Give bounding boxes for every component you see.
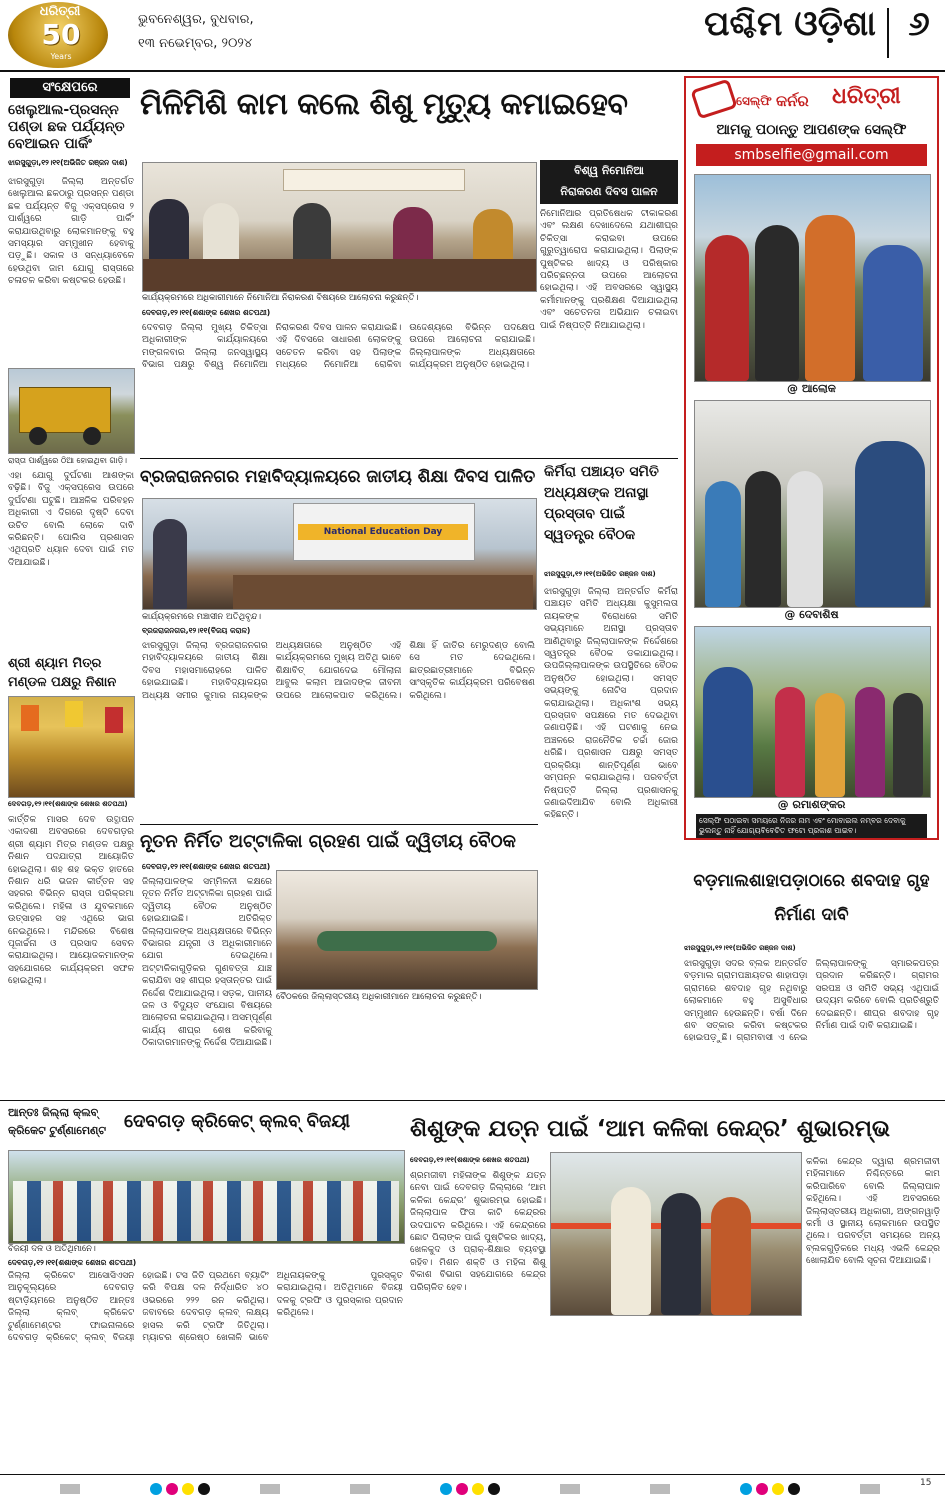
story3-body: ଝାରସୁଗୁଡ଼ା ଜିଲ୍ଲା ଅନ୍ତର୍ଗତ କିର୍ମିରା ପଞ୍ଚାୟତ ସମିତି ଅଧ୍ୟକ୍ଷା କୁସୁମଲତା ନାୟକଙ୍କ ବିରୋଧରେ ସମିତି ସଭ୍ୟମାନେ ଅନାସ୍ଥା ପ୍ରସ୍ତାବ ଆଣିଥିବାରୁ ଜିଲ୍ଲାପାଳଙ୍କ ନିର୍ଦ୍ଦେଶରେ ସ୍ୱତନ୍ତ୍ର ବୈଠକ ଡକାଯାଇଥିଲା। ଉପଜିଲ୍ଲାପାଳଙ୍କ ଉପସ୍ଥିତିରେ ବୈଠକ ଅନୁଷ୍ଠିତ ହୋଇଥିଲା। ସମସ୍ତ ସଭ୍ୟଙ୍କୁ ନୋଟିସ ପ୍ରଦାନ କରାଯାଇଥିଲା। ଅଧିକାଂଶ ସଭ୍ୟ ପ୍ରସ୍ତାବ ସପକ୍ଷରେ ମତ ଦେଇଥିବା ଜଣାପଡ଼ିଛି। ଏହି ଘଟଣାକୁ ନେଇ ଅଞ୍ଚଳରେ ରାଜନୈତିକ ଚର୍ଚ୍ଚା ଜୋର ଧରିଛି। ପ୍ରଶାସନ ପକ୍ଷରୁ ସମସ୍ତ ପ୍ରକ୍ରିୟା ଶାନ୍ତିପୂର୍ଣ୍ଣ ଭାବେ ସମ୍ପନ୍ନ କରାଯାଇଥିଲା। ପରବର୍ତ୍ତୀ ନିଷ୍ପତ୍ତି ଜିଲ୍ଲା ପ୍ରଶାସନକୁ ଜଣାଇଦିଆଯିବ ବୋଲି ଅଧିକାରୀ କହିଛନ୍ତି।	[544, 587, 678, 821]
page-index: 15	[920, 1478, 932, 1488]
story8-body-2: କଳିକା କେନ୍ଦ୍ର ଦ୍ୱାରା ଶ୍ରମଜୀବୀ ମହିଳାମାନେ ନିଶ୍ଚିନ୍ତରେ କାମ କରିପାରିବେ ବୋଲି ଜିଲ୍ଲାପାଳ କହିଥିଲେ। ଏହି ଅବସରରେ ଜିଲ୍ଲାସ୍ତରୀୟ ଅଧିକାରୀ, ଅଙ୍ଗନୱାଡ଼ି କର୍ମୀ ଓ ସ୍ଥାନୀୟ ଲୋକମାନେ ଉପସ୍ଥିତ ଥିଲେ। ପରବର୍ତ୍ତୀ ସମୟରେ ଅନ୍ୟ ବ୍ଲକଗୁଡ଼ିକରେ ମଧ୍ୟ ଏଭଳି କେନ୍ଦ୍ର ଖୋଲାଯିବ ବୋଲି ସୂଚନା ଦିଆଯାଇଛି।	[806, 1157, 940, 1267]
story6-body: ଝାରସୁଗୁଡ଼ା ସଦର ବ୍ଲକ ଅନ୍ତର୍ଗତ ବଡ଼ମାଲ ଗ୍ରାମପଞ୍ଚାୟତର ଶାହାପଡ଼ା ଗ୍ରାମରେ ଶବଦାହ ଗୃହ ନଥିବାରୁ ଲୋକମାନେ ବହୁ ଅସୁବିଧାର ସମ୍ମୁଖୀନ ହେଉଛନ୍ତି। ବର୍ଷା ଦିନେ ଶବ ସତ୍କାର କରିବା କଷ୍ଟକର ହୋଇପଡ଼ୁଛି। ଗ୍ରାମବାସୀ ଏ ନେଇ ଜିଲ୍ଲାପାଳଙ୍କୁ ସ୍ମାରକପତ୍ର ପ୍ରଦାନ କରିଛନ୍ତି। ଗ୍ରାମର ସରପଞ୍ଚ ଓ ସମିତି ସଭ୍ୟ ଏଥିପାଇଁ ଉଦ୍ୟମ କରିବେ ବୋଲି ପ୍ରତିଶ୍ରୁତି ଦେଇଛନ୍ତି। ଶୀଘ୍ର ଶବଦାହ ଗୃହ ନିର୍ମାଣ ପାଇଁ ଦାବି କରାଯାଇଛି।	[684, 959, 939, 1044]
truck-wheel	[29, 427, 47, 445]
lead-body: ଦେବଗଡ଼ ଜିଲ୍ଲା ମୁଖ୍ୟ ଚିକିତ୍ସା ଅଧିକାରୀଙ୍କ କାର୍ଯ୍ୟାଳୟରେ ମଙ୍ଗଳବାର ଜିଲ୍ଲା ଜନସ୍ୱାସ୍ଥ୍ୟ ବିଭାଗ ପକ୍ଷରୁ ବିଶ୍ୱ ନିମୋନିଆ ନିରାକରଣ ଦିବସ ପାଳନ କରାଯାଇଛି। ଏହି ଦିବସରେ ସାଧାରଣ ଲୋକଙ୍କୁ ସଚେତନ କରିବା ସହ ପିଲାଙ୍କ ମଧ୍ୟରେ ନିମୋନିଆ ରୋକିବା ଉଦ୍ଦେଶ୍ୟରେ ବିଭିନ୍ନ ପଦକ୍ଷେପ ଉପରେ ଆଲୋଚନା କରାଯାଇଛି। ଜିଲ୍ଲାପାଳଙ୍କ ଅଧ୍ୟକ୍ଷତାରେ କାର୍ଯ୍ୟକ୍ରମ ଅନୁଷ୍ଠିତ ହୋଇଥିଲା।	[142, 323, 535, 371]
story4-photo	[8, 696, 135, 798]
person-shape	[293, 203, 331, 267]
phone-icon	[690, 79, 737, 120]
story3-headline: କିର୍ମିରା ପଞ୍ଚାୟତ ସମିତି ଅଧ୍ୟକ୍ଷଙ୍କ ଅନାସ୍ଥା ପ୍ରସ୍ତାବ ପାଇଁ ସ୍ୱତନ୍ତ୍ର ବୈଠକ	[544, 464, 659, 543]
cyan-mark	[150, 1483, 162, 1495]
story2-photo-caption: କାର୍ଯ୍ୟକ୍ରମରେ ମଞ୍ଚାସୀନ ଅତିଥିବୃନ୍ଦ।	[142, 612, 262, 622]
person-shape	[153, 519, 187, 609]
cyan-mark	[740, 1483, 752, 1495]
person-shape	[611, 1187, 651, 1315]
person-shape	[855, 441, 925, 607]
brief-headline: ଖେଲୁଆଲ-ପ୍ରସନ୍ନ ପଣ୍ଡା ଛକ ପର୍ଯ୍ୟନ୍ତ ବେଆଇନ ପାର୍କିଂ	[8, 102, 125, 152]
person-shape	[815, 693, 845, 797]
selfie-photo-1	[694, 174, 931, 382]
magenta-mark	[456, 1483, 468, 1495]
story8-photo	[550, 1152, 802, 1316]
person-shape	[203, 203, 239, 267]
flag-shape	[105, 707, 123, 733]
person-shape	[755, 225, 799, 381]
story7-photo	[8, 1150, 405, 1244]
story5-photo-caption: ବୈଠକରେ ଜିଲ୍ଲାସ୍ତରୀୟ ଅଧିକାରୀମାନେ ଆଲୋଚନା କରୁଛନ୍ତି।	[276, 992, 482, 1002]
story8-body-3	[550, 1318, 802, 1470]
brief-body: ଝାରସୁଗୁଡ଼ା ଜିଲ୍ଲା ଅନ୍ତର୍ଗତ ଖେଲୁଆଲ ଛକଠାରୁ ପ୍ରସନ୍ନ ପଣ୍ଡା ଛକ ପର୍ଯ୍ୟନ୍ତ ବିଜୁ ଏକ୍ସପ୍ରେସ ୨ ପାର୍ଶ୍ୱରେ ଗାଡ଼ି ପାର୍କିଂ କରାଯାଉଥିବାରୁ ଲୋକମାନଙ୍କୁ ବହୁ ସମସ୍ୟାର ସମ୍ମୁଖୀନ ହେବାକୁ ପଡ଼ୁଛି। ସକାଳ ଓ ସନ୍ଧ୍ୟାବେଳେ ହେଉଥିବା ଜାମ ଯୋଗୁ ରାସ୍ତାରେ ଚଳାଚଳ କରିବା କଷ୍ଟକର ହେଉଛି।	[8, 177, 134, 287]
grey-bar	[560, 1484, 580, 1494]
story4-byline: ଦେବଗଡ଼,୧୨।୧୧(ଶଶାଙ୍କ ଶେଖର ଶତପଥୀ)	[8, 800, 128, 808]
team-row	[13, 1181, 399, 1241]
grey-bar	[350, 1484, 370, 1494]
section-rule	[140, 824, 538, 825]
black-mark	[788, 1483, 800, 1495]
magenta-mark	[756, 1483, 768, 1495]
black-mark	[198, 1483, 210, 1495]
story2-photo	[142, 498, 537, 610]
flag-shape	[21, 705, 39, 731]
stage-banner	[293, 503, 475, 561]
person-shape	[893, 693, 923, 797]
selfie-photo-3	[694, 626, 931, 798]
selfie-caption-1: @ ଆଲୋକ	[787, 382, 836, 395]
story8-byline: ଦେବଗଡ଼,୧୨।୧୧(ଶଶାଙ୍କ ଶେଖର ଶତପଥୀ)	[410, 1156, 530, 1164]
selfie-caption-2: @ ଦେବାଶିଷ	[784, 608, 839, 621]
table-shape	[233, 575, 533, 609]
brief-body-2: ଏହା ଯୋଗୁ ଦୁର୍ଘଟଣା ଆଶଙ୍କା ବଢ଼ିଛି। ବିଜୁ ଏକ୍ସପ୍ରେସ ଉପରେ ଦୁର୍ଘଟଣା ଘଟୁଛି। ଆଞ୍ଚଳିକ ପରିବହନ ଅଧିକାରୀ ଏ ଦିଗରେ ଦୃଷ୍ଟି ଦେବା ଉଚିତ ବୋଲି ଲୋକେ ଦାବି କରିଛନ୍ତି। ପୋଲିସ ପ୍ରଶାସନ ଏଥିପ୍ରତି ଧ୍ୟାନ ଦେବା ପାଇଁ ମତ ଦିଆଯାଇଛି।	[8, 471, 134, 568]
grey-bar	[860, 1484, 880, 1494]
selfie-tagline: ଆମକୁ ପଠାନ୍ତୁ ଆପଣଙ୍କ ସେଲ୍ଫି	[716, 122, 907, 138]
brief-byline: ଝାରସୁଗୁଡ଼ା,୧୨।୧୧(ଅଭିଜିତ ରଞ୍ଜନ ଦାଶ)	[8, 158, 128, 167]
story7-byline: ଦେବଗଡ଼,୧୨।୧୧(ଶଶାଙ୍କ ଶେଖର ଶତପଥୀ)	[8, 1258, 137, 1267]
person-shape	[711, 1197, 751, 1315]
table-shape	[143, 259, 536, 291]
person-shape	[661, 1193, 701, 1315]
selfie-caption-3: @ ରମାଶଙ୍କର	[777, 798, 846, 811]
story2-body: ଝାରସୁଗୁଡ଼ା ଜିଲ୍ଲା ବ୍ରଜରାଜନଗର ମହାବିଦ୍ୟାଳୟରେ ଜାତୀୟ ଶିକ୍ଷା ଦିବସ ମହାସମାରୋହରେ ପାଳିତ ହୋଇଯାଇଛି। ମହାବିଦ୍ୟାଳୟର ଅଧ୍ୟକ୍ଷ ସମୀର କୁମାର ନାୟକଙ୍କ ଅଧ୍ୟକ୍ଷତାରେ ଅନୁଷ୍ଠିତ ଏହି କାର୍ଯ୍ୟକ୍ରମରେ ମୁଖ୍ୟ ଅତିଥି ଭାବେ ଶିକ୍ଷାବିତ୍ ଯୋଗଦେଇ ମୌଲାନା ଆବୁଲ କଲାମ ଆଜାଦଙ୍କ ଜୀବନୀ ଉପରେ ଆଲୋକପାତ କରିଥିଲେ। ଶିକ୍ଷା ହିଁ ଜାତିର ମେରୁଦଣ୍ଡ ବୋଲି ସେ ମତ ଦେଇଥିଲେ। ଛାତ୍ରଛାତ୍ରୀମାନେ ବିଭିନ୍ନ ସାଂସ୍କୃତିକ କାର୍ଯ୍ୟକ୍ରମ ପରିବେଷଣ କରିଥିଲେ।	[142, 641, 535, 701]
story5-photo	[276, 870, 538, 990]
anniv-sub: Years	[50, 52, 72, 61]
selfie-photo-2	[694, 400, 931, 608]
selfie-brand-mid: କର୍ନର	[776, 92, 809, 110]
lead-headline: ମିଳିମିଶି କାମ କଲେ ଶିଶୁ ମୃତ୍ୟୁ କମାଇହେବ	[140, 87, 628, 122]
person-shape	[855, 687, 885, 797]
selfie-box	[684, 76, 939, 840]
story5-headline: ନୂତନ ନିର୍ମିତ ଅଟ୍ଟାଳିକା ଗ୍ରହଣ ପାଇଁ ଦ୍ୱିତୀୟ ବୈଠକ	[140, 831, 516, 852]
section-rule	[0, 1100, 945, 1101]
story7-headline: ଦେବଗଡ଼ କ୍ରିକେଟ୍ କ୍ଲବ୍ ବିଜୟୀ	[124, 1111, 351, 1132]
masthead	[0, 0, 945, 72]
truck-shape	[19, 387, 111, 433]
dateline-date: ୧୩ ନଭେମ୍ବର, ୨୦୨୪	[138, 36, 253, 51]
selfie-brand-name: ଧରିତ୍ରୀ	[832, 84, 901, 109]
story3-byline: ଝାରସୁଗୁଡ଼ା,୧୨।୧୧(ଅଭିଜିତ ରଞ୍ଜନ ଦାଶ)	[544, 570, 656, 578]
selfie-brand-prefix: ସେଲ୍ଫି	[736, 94, 772, 108]
yellow-mark	[472, 1483, 484, 1495]
yellow-mark	[772, 1483, 784, 1495]
grey-bar	[60, 1484, 80, 1494]
selfie-email[interactable]: smbselfie@gmail.com	[696, 144, 927, 166]
title-divider	[887, 8, 889, 58]
story6-byline: ଝାରସୁଗୁଡ଼ା,୧୨।୧୧(ଅଭିଜିତ ରଞ୍ଜନ ଦାଶ)	[684, 944, 796, 952]
story6-headline: ବଡ଼ମାଲଶାହାପଡ଼ାଠାରେ ଶବଦାହ ଗୃହ ନିର୍ମାଣ ଦାବି	[693, 871, 930, 925]
masthead-rule	[0, 70, 945, 72]
story7-kicker: ଆନ୍ତଃ ଜିଲ୍ଲା କ୍ଲବ୍ କ୍ରିକେଟ ଟୁର୍ଣ୍ଣାମେଣ୍ଟ	[8, 1106, 106, 1137]
dateline-city: ଭୁବନେଶ୍ୱର, ବୁଧବାର,	[138, 12, 254, 27]
brief-label	[10, 78, 130, 98]
magenta-mark	[166, 1483, 178, 1495]
truck-wheel	[83, 427, 101, 445]
person-shape	[787, 471, 823, 607]
person-shape	[705, 481, 741, 607]
story5-byline: ଦେବଗଡ଼,୧୨।୧୧(ଶଶାଙ୍କ ଶେଖର ଶତପଥୀ)	[142, 862, 271, 871]
selfie-footer-note: ସେଲ୍ଫି ପଠାଇବା ସମୟରେ ନିଜର ନାମ ଏବଂ ମୋବାଇଲ ନମ୍ବର ଦେବାକୁ ଭୁଲନ୍ତୁ ନାହିଁ ଯୋଗ୍ୟବିବେଚିତ ଫଟୋ ପ୍ରକାଶ ପାଇବ।	[696, 814, 927, 838]
person-shape	[775, 687, 805, 797]
black-mark	[488, 1483, 500, 1495]
story7-photo-caption: ବିଜୟୀ ଦଳ ଓ ଅତିଥିମାନେ।	[8, 1244, 96, 1254]
lead-photo	[142, 162, 537, 292]
story2-byline: ବ୍ରଜରାଜନଗର,୧୨।୧୧(ବିଜୟ କରାଳ)	[142, 626, 251, 635]
cyan-mark	[440, 1483, 452, 1495]
story7-body: ଜିଲ୍ଲା କ୍ରିକେଟ ଆସୋସିଏସନ ଆନୁକୂଲ୍ୟରେ ଦେବଗଡ଼ ଷ୍ଟାଡ଼ିୟମରେ ଅନୁଷ୍ଠିତ ଆନ୍ତଃ ଜିଲ୍ଲା କ୍ଲବ୍ କ୍ରିକେଟ ଟୁର୍ଣ୍ଣାମେଣ୍ଟର ଫାଇନାଲରେ ଦେବଗଡ଼ କ୍ରିକେଟ୍ କ୍ଲବ୍ ବିଜୟୀ ହୋଇଛି। ଟସ ଜିତି ପ୍ରଥମେ ବ୍ୟାଟିଂ କରି ବିପକ୍ଷ ଦଳ ନିର୍ଦ୍ଧାରିତ ୪୦ ଓଭରରେ ୨୨୨ ରନ କରିଥିଲା। ଜବାବରେ ଦେବଗଡ଼ କ୍ଲବ୍ ଲକ୍ଷ୍ୟ ହାସଲ କରି ଟ୍ରଫି ଜିତିଥିଲା। ମ୍ୟାଚର ଶ୍ରେଷ୍ଠ ଖେଳାଳି ଭାବେ ଅଧିନାୟକଙ୍କୁ ପୁରସ୍କୃତ କରାଯାଇଥିଲା। ଅତିଥିମାନେ ବିଜୟୀ ଦଳକୁ ଟ୍ରଫି ଓ ପୁରସ୍କାର ପ୍ରଦାନ କରିଥିଲେ।	[8, 1271, 403, 1344]
person-shape	[805, 215, 855, 381]
yellow-mark	[182, 1483, 194, 1495]
brief-photo-caption: ରାସ୍ତା ପାର୍ଶ୍ୱରେ ଠିଆ ହୋଇଥିବା ଗାଡ଼ି।	[8, 456, 127, 465]
page-number: ୬	[908, 4, 930, 44]
sidebar-body: ନିମୋନିଆର ପ୍ରତିଷେଧକ ଟୀକାକରଣ ଏବଂ ଲକ୍ଷଣ ଦେଖାଦେଲେ ଯଥାଶୀଘ୍ର ଚିକିତ୍ସା କରାଇବା ଉପରେ ଗୁରୁତ୍ୱାରୋପ କରାଯାଇଥିଲା। ପିଲାଙ୍କ ପୁଷ୍ଟିକର ଖାଦ୍ୟ ଓ ପରିଷ୍କାର ପରିଚ୍ଛନ୍ନତା ଉପରେ ଆଲୋଚନା ହୋଇଥିଲା। ଏହି ଅବସରରେ ସ୍ୱାସ୍ଥ୍ୟ କର୍ମୀମାନଙ୍କୁ ପ୍ରଶିକ୍ଷଣ ଦିଆଯାଇଥିଲା ଏବଂ ସଚେତନତା ଅଭିଯାନ ଚଳାଇବା ପାଇଁ ନିଷ୍ପତ୍ତି ନିଆଯାଇଥିଲା।	[540, 209, 678, 331]
lead-byline: ଦେବଗଡ଼,୧୨।୧୧(ଶଶାଙ୍କ ଶେଖର ଶତପଥୀ)	[142, 308, 271, 317]
banner-text: National Education Day	[298, 524, 468, 540]
story4-body: କାର୍ତ୍ତିକ ମାସର ଦେବ ଉତ୍ଥାପନ ଏକାଦଶୀ ଅବସରରେ ଦେବଗଡ଼ର ଶ୍ରୀ ଶ୍ୟାମ ମିତ୍ର ମଣ୍ଡଳ ପକ୍ଷରୁ ନିଶାନ ପଦଯାତ୍ରା ଆୟୋଜିତ ହୋଇଥିଲା। ଶହ ଶହ ଭକ୍ତ ହାତରେ ନିଶାନ ଧରି ଭଜନ କୀର୍ତ୍ତନ ସହ ସହରର ବିଭିନ୍ନ ରାସ୍ତା ପରିକ୍ରମା କରିଥିଲେ। ମହିଳା ଓ ଯୁବକମାନେ ଉତ୍ସାହର ସହ ଏଥିରେ ଭାଗ ନେଇଥିଲେ। ମନ୍ଦିରରେ ବିଶେଷ ପୂଜାର୍ଚ୍ଚନା ଓ ପ୍ରସାଦ ସେବନ କରାଯାଇଥିଲା। ଆୟୋଜକମାନଙ୍କ ସହଯୋଗରେ କାର୍ଯ୍ୟକ୍ରମ ସଫଳ ହୋଇଥିଲା।	[8, 815, 134, 987]
person-shape	[703, 667, 753, 797]
flag-shape	[65, 701, 83, 727]
sidebar-kicker-bottom: ନିରାକରଣ ଦିବସ ପାଳନ	[560, 185, 658, 198]
sidebar-kicker	[540, 160, 678, 204]
story8-headline: ଶିଶୁଙ୍କ ଯତ୍ନ ପାଇଁ ‘ଆମ କଳିକା କେନ୍ଦ୍ର’ ଶୁଭାରମ୍ଭ	[410, 1116, 891, 1142]
person-shape	[705, 235, 749, 381]
table-shape	[317, 931, 497, 951]
story8-body: ଶ୍ରମଜୀବୀ ମହିଳାଙ୍କ ଶିଶୁଙ୍କ ଯତ୍ନ ନେବା ପାଇଁ ଦେବଗଡ଼ ଜିଲ୍ଲାରେ ‘ଆମ କଳିକା କେନ୍ଦ୍ର’ ଶୁଭାରମ୍ଭ ହୋଇଛି। ଜିଲ୍ଲାପାଳ ଫିତା କାଟି କେନ୍ଦ୍ରର ଉଦଘାଟନ କରିଥିଲେ। ଏହି କେନ୍ଦ୍ରରେ ଛୋଟ ପିଲାଙ୍କ ପାଇଁ ପୁଷ୍ଟିକର ଖାଦ୍ୟ, ଖେଳକୁଦ ଓ ପ୍ରାକ୍-ଶିକ୍ଷାର ବ୍ୟବସ୍ଥା ରହିବ। ମିଶନ ଶକ୍ତି ଓ ମହିଳା ଶିଶୁ ବିକାଶ ବିଭାଗ ସହଯୋଗରେ କେନ୍ଦ୍ର ପରିଚାଳିତ ହେବ।	[410, 1171, 546, 1293]
logo-text: ଧରିତ୍ରୀ	[39, 4, 81, 19]
brief-photo	[8, 368, 135, 454]
story5-body-cont	[276, 1006, 676, 1096]
brief-label-text: ସଂକ୍ଷେପରେ	[42, 80, 98, 95]
sidebar-kicker-top: ବିଶ୍ୱ ନିମୋନିଆ	[574, 164, 644, 177]
person-shape	[863, 245, 923, 381]
person-shape	[745, 471, 781, 607]
section-title: ପଶ୍ଚିମ ଓଡ଼ିଶା	[704, 4, 876, 44]
story2-headline: ବ୍ରଜରାଜନଗର ମହାବିଦ୍ୟାଳୟରେ ଜାତୀୟ ଶିକ୍ଷା ଦିବସ ପାଳିତ	[140, 467, 536, 487]
grey-bar	[650, 1484, 670, 1494]
lead-photo-caption: କାର୍ଯ୍ୟକ୍ରମରେ ଅଧିକାରୀମାନେ ନିମୋନିଆ ନିରାକରଣ ବିଷୟରେ ଆଲୋଚନା କରୁଛନ୍ତି।	[142, 293, 419, 303]
story4-headline: ଶ୍ରୀ ଶ୍ୟାମ ମିତ୍ର ମଣ୍ଡଳ ପକ୍ଷରୁ ନିଶାନ	[8, 656, 117, 690]
footer-rule	[0, 1474, 945, 1475]
grey-bar	[260, 1484, 280, 1494]
anniv-number: 50	[41, 18, 81, 51]
story5-body: ଜିଲ୍ଲାପାଳଙ୍କ ସମ୍ମିଳନୀ କକ୍ଷରେ ନୂତନ ନିର୍ମିତ ଅଟ୍ଟାଳିକା ଗ୍ରହଣ ପାଇଁ ଦ୍ୱିତୀୟ ବୈଠକ ଅନୁଷ୍ଠିତ ହୋଇଯାଇଛି। ଅତିରିକ୍ତ ଜିଲ୍ଲାପାଳଙ୍କ ଅଧ୍ୟକ୍ଷତାରେ ବିଭିନ୍ନ ବିଭାଗର ଯନ୍ତ୍ରୀ ଓ ଅଧିକାରୀମାନେ ଯୋଗ ଦେଇଥିଲେ। ଅଟ୍ଟାଳିକାଗୁଡ଼ିକର ଗୁଣବତ୍ତା ଯାଞ୍ଚ କରାଯିବା ସହ ଶୀଘ୍ର ହସ୍ତାନ୍ତର ପାଇଁ ନିର୍ଦ୍ଦେଶ ଦିଆଯାଇଥିଲା। ସଡ଼କ, ପାନୀୟ ଜଳ ଓ ବିଦ୍ୟୁତ ସଂଯୋଗ ବିଷୟରେ ଆଲୋଚନା କରାଯାଇଥିଲା। ଅସମ୍ପୂର୍ଣ୍ଣ କାର୍ଯ୍ୟ ଶୀଘ୍ର ଶେଷ କରିବାକୁ ଠିକାଦାରମାନଙ୍କୁ ନିର୍ଦ୍ଦେଶ ଦିଆଯାଇଛି।	[142, 877, 273, 1049]
banner-shape	[283, 169, 465, 191]
section-rule	[140, 458, 678, 459]
